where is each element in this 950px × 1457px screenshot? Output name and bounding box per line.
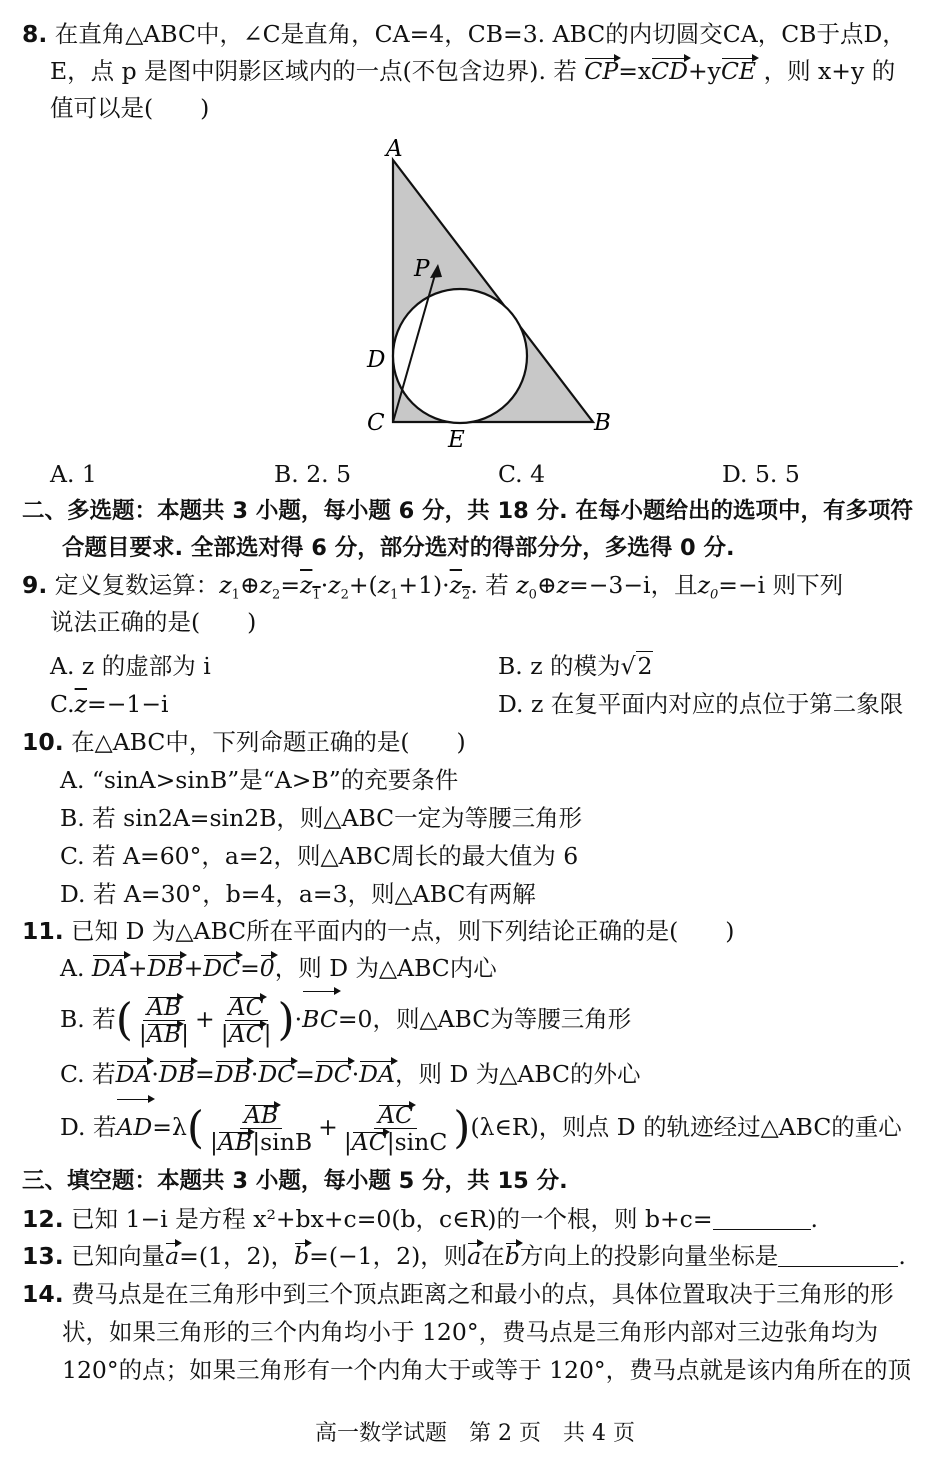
q11-option-a-text: ，则 D 为△ABC内心: [274, 954, 497, 982]
q13-text-e: 方向上的投影向量坐标是: [519, 1242, 779, 1270]
q11-stem-text: 已知 D 为△ABC所在平面内的一点，则下列结论正确的是( ): [71, 917, 735, 945]
q8-text-line2b: ，则 x+y 的: [763, 57, 896, 85]
q10-stem-text: 在△ABC中，下列命题正确的是( ): [71, 728, 466, 756]
q9-op-expr: $z_0\oplus z$: [516, 571, 570, 603]
q11-option-c[interactable]: C. 若DA·DB=DB·DC=DC·DA，则 D 为△ABC的外心: [60, 1060, 641, 1088]
q10-option-a[interactable]: A. “sinA>sinB”是“A>B”的充要条件: [60, 766, 459, 794]
q8-line2: [50, 55, 895, 87]
q10-stem: [22, 726, 466, 758]
q9-text-d: =−i 则下列: [718, 571, 844, 599]
q8-vector-equation: CP=xCD+yCE: [584, 57, 757, 85]
q9-option-b[interactable]: [498, 650, 653, 682]
q8-line3: 值可以是( ): [50, 94, 210, 122]
page-footer: 高一数学试题 第 2 页 共 4 页: [315, 1421, 635, 1446]
q11-option-a[interactable]: A. DA+DB+DC=0，则 D 为△ABC内心: [60, 954, 497, 982]
q9-text-b: . 若: [470, 571, 509, 599]
label-p: P: [414, 256, 430, 282]
label-e: E: [448, 427, 465, 453]
label-b: B: [594, 410, 611, 436]
q11-option-b-text: =0，则△ABC为等腰三角形: [337, 1005, 632, 1033]
q8-text-line2a: E，点 p 是图中阴影区域内的一点(不包含边界). 若: [50, 57, 577, 85]
section-2-heading-line2: 合题目要求. 全部选对得 6 分，部分选对的得部分分，多选得 0 分.: [62, 535, 735, 561]
section-3-heading: 三、填空题：本题共 3 小题，每小题 5 分，共 15 分.: [22, 1168, 568, 1194]
q12-answer-blank[interactable]: [713, 1207, 811, 1230]
q9-text-a: 定义复数运算：: [54, 571, 220, 599]
q11-option-c-text: ，则 D 为△ABC的外心: [394, 1060, 641, 1088]
q11-stem: [22, 915, 734, 947]
q9-option-b-text: B. z 的模为: [498, 652, 621, 680]
q9-option-d[interactable]: D. z 在复平面内对应的点位于第二象限: [498, 690, 904, 718]
q13-line: 13. 已知向量a=(1，2)，b=(−1，2)，则a在b方向上的投影向量坐标是 .: [22, 1242, 906, 1270]
q13-answer-blank[interactable]: [778, 1244, 898, 1267]
q13-text-a: 已知向量: [71, 1242, 166, 1270]
incircle: [393, 289, 527, 423]
q9-option-c-value: =−1−i: [87, 690, 169, 718]
section-2-heading-line1: 二、多选题：本题共 3 小题，每小题 6 分，共 18 分. 在每小题给出的选项中，有多项符: [22, 498, 914, 524]
q12-line: 12. 已知 1−i 是方程 x²+bx+c=0(b，c∈R)的一个根，则 b+c= .: [22, 1205, 819, 1233]
q14-line1: [22, 1278, 894, 1310]
q8-option-d[interactable]: D. 5. 5: [722, 460, 800, 488]
q10-number: 10.: [22, 728, 64, 756]
q9-text-c: =−3−i，且: [569, 571, 698, 599]
q11-option-b[interactable]: B. 若( $\frac{AB}{|AB|}$ + $\frac{AC}{|AC|}$ )·BC=0，则△ABC为等腰三角形: [60, 988, 631, 1050]
q13-text-d: 在: [481, 1242, 505, 1270]
q9-option-c-label: C.: [50, 690, 75, 718]
q13-number: 13.: [22, 1242, 64, 1270]
q11-option-d[interactable]: D. 若AD=λ( $\frac{AB}{|AB|\sin B}$ + $\frac{AC}{|AC|\sin C}$ )(λ∈R)，则点 D 的轨迹经过△ABC的重心: [60, 1096, 902, 1158]
q9-z0: $z_0$: [697, 571, 719, 603]
q13-text-c: =(−1，2)，则: [309, 1242, 468, 1270]
q14-number: 14.: [22, 1280, 64, 1308]
q8-text-line1: 在直角△ABC中，∠C是直角，CA=4，CB=3. ABC的内切圆交CA，CB于点D，: [54, 20, 906, 48]
q14-text-line1: 费马点是在三角形中到三个顶点距离之和最小的点，具体位置取决于三角形的形: [71, 1280, 894, 1308]
q8-number: 8.: [22, 20, 48, 48]
q14-line3: 120°的点；如果三角形有一个内角大于或等于 120°，费马点就是该内角所在的顶: [62, 1356, 912, 1384]
q9-line2: 说法正确的是( ): [50, 608, 257, 636]
q9-operation-definition: $z_1\oplus z_2=z_1\cdot z_2+(z_1+1)\cdot z_2$: [219, 571, 471, 603]
q9-option-c[interactable]: [50, 688, 169, 720]
q11-option-d-text: (λ∈R)，则点 D 的轨迹经过△ABC的重心: [470, 1113, 902, 1141]
q9-option-b-radicand: 2: [637, 652, 653, 680]
q12-text: 已知 1−i 是方程 x²+bx+c=0(b，c∈R)的一个根，则 b+c=: [71, 1205, 713, 1233]
q10-option-b[interactable]: B. 若 sin2A=sin2B，则△ABC一定为等腰三角形: [60, 804, 583, 832]
q9-number: 9.: [22, 571, 48, 599]
q8-option-b[interactable]: B. 2. 5: [274, 460, 352, 488]
q8-line1: [22, 18, 906, 50]
q11-number: 11.: [22, 917, 64, 945]
z-conjugate: $\overline{z}$: [74, 690, 88, 718]
q8-figure: [350, 130, 630, 460]
sqrt-symbol: √: [620, 652, 636, 680]
q12-number: 12.: [22, 1205, 64, 1233]
label-c: C: [367, 410, 385, 436]
q10-option-c[interactable]: C. 若 A=60°，a=2，则△ABC周长的最大值为 6: [60, 842, 579, 870]
label-d: D: [367, 347, 386, 373]
q9-option-a[interactable]: A. z 的虚部为 i: [50, 652, 211, 680]
q13-text-b: =(1，2)，: [179, 1242, 295, 1270]
q10-option-d[interactable]: D. 若 A=30°，b=4，a=3，则△ABC有两解: [60, 880, 536, 908]
q14-line2: 状，如果三角形的三个内角均小于 120°，费马点是三角形内部对三边张角均为: [62, 1318, 879, 1346]
label-a: A: [386, 136, 403, 162]
q8-option-c[interactable]: C. 4: [498, 460, 546, 488]
q8-option-a[interactable]: A. 1: [50, 460, 97, 488]
